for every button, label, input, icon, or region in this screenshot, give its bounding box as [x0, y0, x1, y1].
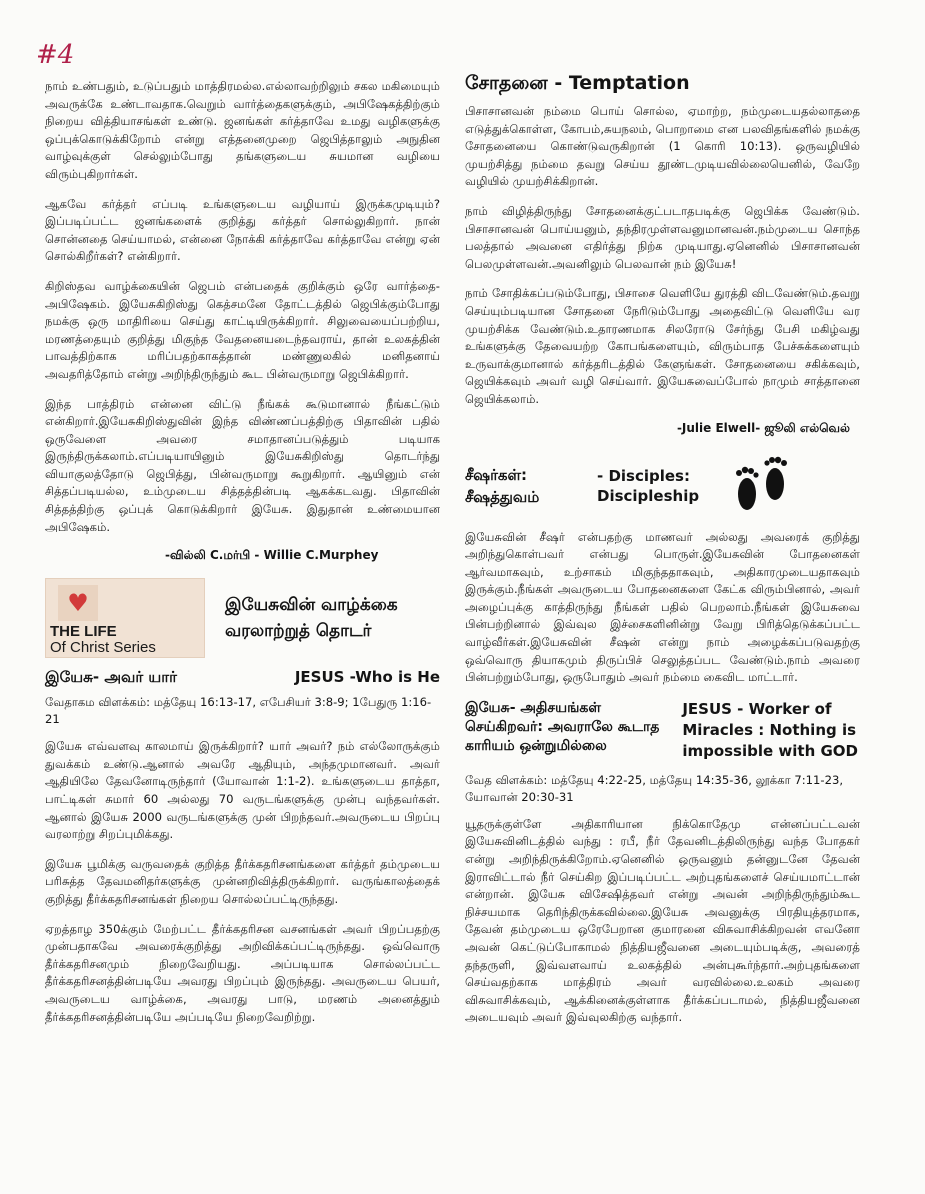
logo-line-1: THE LIFE: [50, 623, 117, 641]
heart-icon: ♥: [67, 589, 89, 618]
heading-tamil-line-1: சீஷர்கள்:: [465, 465, 528, 484]
section-heading-miracles: [465, 699, 860, 762]
heading-english: [597, 466, 717, 506]
paragraph: கிறிஸ்தவ வாழ்க்கையின் ஜெபம் என்பதைக் குறிக்கும் ஒரே வார்த்தை- அபிஷேகம். இயேசுகிறிஸ்து கெத்சமனே தோட்டத்தில் ஜெபிக்கும்போது நமக்கு ஒரு மாதிரியை செய்து காட்டியிருக்கிறார். சிலுவையைப்பற்றிய, மரணத்தையும் குறித்து மிகுந்த வேதனையடைந்தவராய், தான் உலகத்தின் பாவத்திற்காக மரிப்பதற்காகத்தான் மண்ணுலகில் மனிதனாய் அவதரித்தோம் என்று அறிந்திருந்தும் கூட பின்வருமாறு ஜெபிக்கிறார்.: [45, 278, 440, 381]
paragraph: இயேசு பூமிக்கு வருவதைக் குறித்த தீர்க்கதரிசனங்களை கர்த்தர் தம்முடைய பரிசுத்த தேவமனிதர்களுக்கு முன்னறிவித்திருக்கிறார். வருங்காலத்தைக் குறித்து தீர்க்கதரிசனங்கள் நிறைய சொல்லப்பட்டிருந்தது.: [45, 856, 440, 906]
heading-tamil-line-2: சீஷத்துவம்: [465, 487, 540, 506]
logo-line-2: Of Christ Series: [50, 639, 156, 657]
series-title: [225, 592, 398, 644]
page-number-mark: #4: [36, 40, 75, 70]
paragraph: இயேசுவின் சீஷர் என்பதற்கு மாணவர் அல்லது அவரைக் குறித்து அறிந்துகொள்பவர் என்பது பொருள்.இயேசுவின் போதனைகள் ஆர்வமாகவும், உற்சாகம் மிகுந்ததாகவும், அதிகாரமுடையதாகவும் இருக்கும்.நீங்கள் அவருடைய போதனைகளை கேட்க விரும்பினால், அவர் அழைப்புக்கு காத்திருந்து நீங்கள் பதில் பெறலாம்.நீங்கள் இயேசுவை பின்பற்றினால் இவ்வுல இச்சைகளினின்று வேறு பிரித்தெடுக்கப்பட்ட வாழ்வீர்கள்.இயேசுவின் சீஷன் என்று நாம் அழைக்கப்படுவதற்கு ஒவ்வொரு தியாகமும் திருப்பிச் செலுத்தப்பட வேண்டும்.நாம் அவரை பின்பற்றும்போது, ஒருபோதும் அவர் நம்மை கைவிட மாட்டார்.: [465, 529, 860, 685]
heading-tamil: [465, 464, 585, 508]
heart-tile: [58, 585, 98, 621]
author-signature: -வில்லி C.மர்பி - Willie C.Murphey: [165, 548, 379, 563]
right-column: [465, 72, 860, 1039]
paragraph: இந்த பாத்திரம் என்னை விட்டு நீங்கக் கூடுமானால் நீங்கட்டும் என்கிறார்.இயேசுகிறிஸ்துவின் இந்த விண்ணப்பத்திற்கு பிதாவின் பதில் ஒருவேளை அவரை சமாதானப்படுத்தும் படியாக இருந்திருக்கலாம்.எப்படியாயினும் இயேசுகிறிஸ்து தொடர்ந்து வியாகுலத்தோடு ஜெபித்து, பின்வருமாறு கூறுகிறார். ஆயினும் என் சித்தப்படியல்ல, உம்முடைய சித்தத்தின்படி ஆகக்கடவது. பிதாவின் சித்தத்திற்கு ஒப்புக் கொடுக்கிறார் இயேசு. இதுதான் உண்மையான அபிஷேகம்.: [45, 396, 440, 534]
paragraph: நாம் விழித்திருந்து சோதனைக்குட்படாதபடிக்கு ஜெபிக்க வேண்டும். பிசாசானவன் பொய்யனும், தந்திரமுள்ளவனுமானவன்.நம்முடைய சொந்த பலத்தால் அவனை எதிர்த்து நிற்க முடியாது.ஏனெனில் பிசாசானவன் பெலமுள்ளவன்.அவனிலும் பெலவான் நம் இயேசு!: [465, 203, 860, 271]
heading-english-line-1: - Disciples:: [597, 466, 690, 485]
paragraph: இயேசு எவ்வளவு காலமாய் இருக்கிறார்? யார் அவர்? நம் எல்லோருக்கும் துவக்கம் உண்டு.ஆனால் அவரே ஆதியும், அந்தமுமானவர். அவர் ஆதியிலே தேவனோடிருந்தார் (யோவான் 1:1-2). உங்களுடைய தாத்தா, பாட்டிகள் சுமார் 60 அல்லது 70 வருடங்களுக்கு முன்பு வந்தவர்கள். ஆனால் இயேசு 2000 வருடங்களுக்கு முன் பிறந்தவர்.அவருடைய பிறப்பு வரலாற்று சிறப்புமிக்கது.: [45, 739, 440, 842]
heading-english-line-2: Discipleship: [597, 486, 700, 505]
series-title-line-2: வரலாற்றுத் தொடர்: [225, 621, 372, 642]
paragraph: ஆகவே கர்த்தர் எப்படி உங்களுடைய வழியாய் இருக்கமுடியும்? இப்படிப்பட்ட ஜனங்களைக் குறித்து கர்த்தர் சொல்லுகிறார். நான் சொன்னதை செய்யாமல், என்னை நோக்கி கர்த்தாவே கர்த்தாவே என்று ஏன் சொல்கிறீர்கள்? என்கிறார்.: [45, 196, 440, 264]
footprints-icon: [727, 454, 797, 518]
heading-english: JESUS -Who is He: [294, 668, 440, 687]
heading-english: JESUS - Worker of Miracles : Nothing is impossible with GOD: [682, 699, 858, 760]
life-of-christ-logo: [45, 578, 205, 658]
left-column: [45, 78, 440, 1038]
heading-tamil: இயேசு- அவர் யார்: [45, 668, 177, 687]
section-heading-disciples: [465, 451, 860, 521]
paragraph: யூதருக்குள்ளே அதிகாரியான நிக்கொதேமு என்னப்பட்டவன் இயேசுவினிடத்தில் வந்து : ரபீ, நீர் தேவனிடத்திலிருந்து வந்த போதகர் என்று அறிந்திருக்கிறோம்.ஏனெனில் ஒருவனும் தன்னுடனே தேவன் இராவிட்டால் நீர் செய்கிற இப்படிப்பட்ட அற்புதங்களைச் செய்யமாட்டான் என்றான். இயேசு விசேஷித்தவர் என்று அவன் அறிந்திருந்தும்கூட நிச்சயமாக தெரிந்திருக்கவில்லை.இயேசு அவனுக்கு பிரதியுத்தரமாக, தேவன் தம்முடைய ஒரேபேறான குமாரனை விசுவாசிக்கிறவன் எவனோ அவன் கெட்டுப்போகாமல் நித்தியஜீவனை அடையும்படிக்கு, அவரைத் தந்தருளி, இவ்வளவாய் உலகத்தில் அன்புகூர்ந்தார்.அற்புதங்களை செய்வதற்காக மாத்திரம் அவர் வரவில்லை.உலகம் அவரை விசுவாசிக்கவும், ஆக்கினைக்குள்ளாக தீர்க்கப்படாமல், நித்தியஜீவனை அடையவும் அவர் இவ்வுலகிற்கு வந்தார்.: [465, 816, 860, 1025]
paragraph: நாம் உண்பதும், உடுப்பதும் மாத்திரமல்ல.எல்லாவற்றிலும் சகல மகிமையும் அவருக்கே உண்டாவதாக.வெறும் வார்த்தைகளுக்கும், அபிஷேகத்திற்கும் நிறைய வித்தியாசங்கள் உண்டு. ஜனங்கள் கர்த்தாவே உமது வழிகளுக்கு ஒப்புக்கொடுக்கிறோம் என்று எத்தனைமுறை ஜெபித்தாலும் அநுதின வாழ்வுக்குள் செல்லும்போது தங்களுடைய சுயமான வழியை விரும்புகிறார்கள்.: [45, 79, 440, 181]
heading-tamil: இயேசு- அதிசயங்கள் செய்கிறவர்: அவராலே கூடாத காரியம் ஒன்றுமில்லை: [465, 699, 660, 754]
section-heading-who: [45, 668, 440, 688]
series-title-line-1: இயேசுவின் வாழ்க்கை: [225, 595, 398, 616]
scripture-reference: வேத விளக்கம்: மத்தேயு 4:22-25, மத்தேயு 14:35-36, லூக்கா 7:11-23, யோவான் 20:30-31: [465, 772, 844, 804]
paragraph: ஏறத்தாழ 350க்கும் மேற்பட்ட தீர்க்கதரிசன வசனங்கள் அவர் பிறப்பதற்கு முன்பதாகவே அவரைக்குறித்து அறிவிக்கப்பட்டிருந்தது. ஒவ்வொரு தீர்க்கதரிசனமும் நிறைவேறியது. அப்படியாக சொல்லப்பட்ட தீர்க்கதரிசனத்தின்படியே அவரது பிறப்பும் இருந்தது. அவருடைய பெயர், அவருடைய வாழ்க்கை, அவரது பாடு, மரணம் அனைத்தும் தீர்க்கதரிசனத்தின்படியே அப்படியே நிறைவேறிற்று.: [45, 921, 440, 1024]
scripture-reference: வேதாகம விளக்கம்: மத்தேயு 16:13-17, எபேசியர் 3:8-9; 1பேதுரு 1:16-21: [45, 695, 432, 727]
author-signature: -Julie Elwell- ஜூலி எல்வெல்: [676, 420, 850, 435]
series-banner: [45, 578, 440, 658]
section-heading-temptation: சோதனை - Temptation: [465, 72, 690, 94]
paragraph: நாம் சோதிக்கப்படும்போது, பிசாசை வெளியே துரத்தி விடவேண்டும்.தவறு செய்யும்படியான சோதனை நேரிடும்போது அதைவிட்டு வெளியே வர முயற்சிக்க வேண்டும்.உதாரணமாக சிலரோடு சேர்ந்து பேசி மகிழ்வது உங்களுக்கு தேவையற்ற கோபங்களையும், விரும்பாத பேச்சுக்களையும் உருவாக்குமானால் கர்த்தரிடத்தில் கேளுங்கள். சோதனையை சகிக்கவும், ஜெயிக்கவும் அவர் வழி செய்வார். இயேசுவைப்போல் நாமும் சாத்தானை ஜெயிக்கலாம்.: [465, 286, 860, 406]
paragraph: பிசாசானவன் நம்மை பொய் சொல்ல, ஏமாற்ற, நம்முடையதல்லாததை எடுத்துக்கொள்ள, கோபம்,சுயநலம், பொறாமை என பலவிதங்களில் நமக்கு சோதனையை கொண்டுவருகிறான் (1 கொரி 10:13). ஒருவழியில் முயற்சித்து நம்மை தவறு செய்ய தூண்டமுடியவில்லையெனில், வேறே வழியில் முயற்சிக்கிறான்.: [465, 104, 860, 189]
